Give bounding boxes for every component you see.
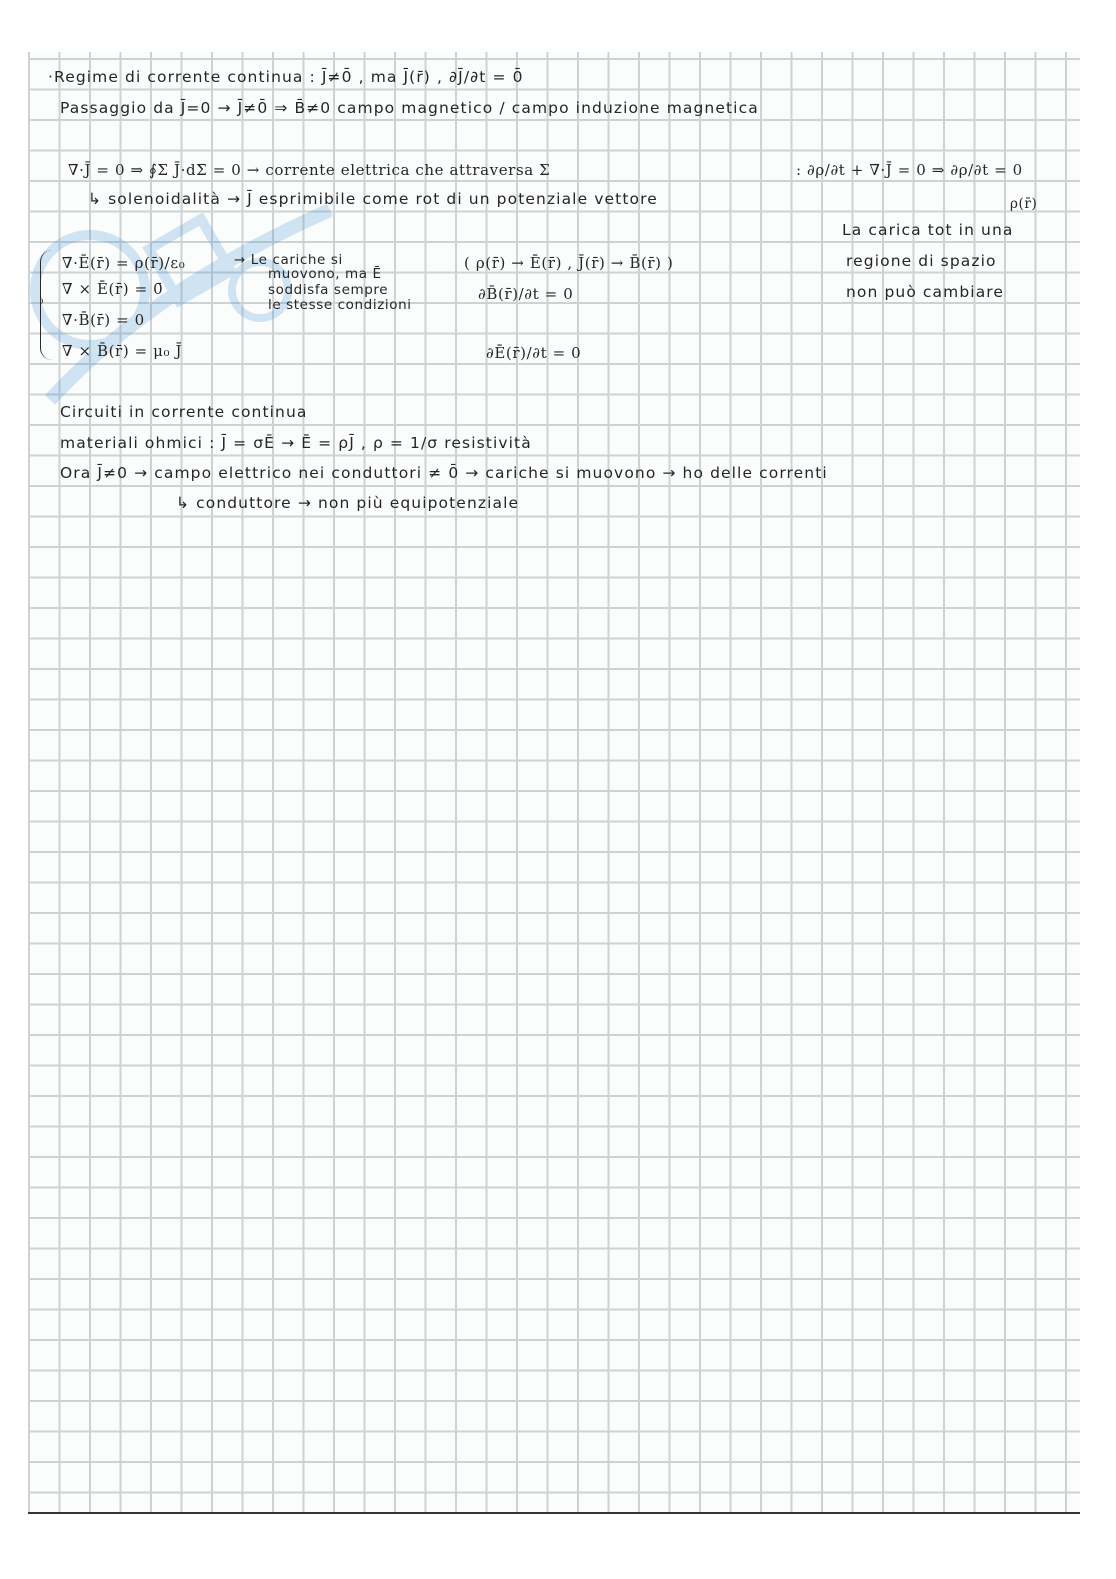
line-divergence: ∇̄·J̄ = 0 ⇒ ∮Σ J̄·dΣ̄ = 0 → corrente elettrica che attraversa Σ	[68, 161, 551, 179]
line-passaggio: Passaggio da J̄=0 → J̄≠0̄ ⇒ B̄≠0 campo magnetico / campo induzione magnetica	[60, 99, 759, 117]
equation-de-dt: ∂Ē(r̄)/∂t = 0	[486, 344, 582, 362]
side-note-1: La carica tot in una	[842, 221, 1014, 239]
arrow-note-2: muovono, ma Ē	[268, 266, 382, 282]
equation-db-dt: ∂B̄(r̄)/∂t = 0	[478, 285, 574, 303]
line-regime: ·Regime di corrente continua : J̄≠0̄ , ma J̄(r̄) , ∂J̄/∂t = 0̄	[48, 68, 524, 86]
line-ohmic: materiali ohmici : J̄ = σĒ → Ē = ρJ̄ , ρ = 1/σ resistività	[60, 434, 532, 452]
equation-ampere: ∇̄ × B̄(r̄) = μ₀ J̄	[62, 342, 183, 360]
rho-label: ρ(r̄)	[1010, 196, 1038, 212]
line-conduttore: ↳ conduttore → non più equipotenziale	[176, 494, 520, 512]
line-continuity: : ∂ρ/∂t + ∇̄·J̄ = 0 ⇒ ∂ρ/∂t = 0	[796, 161, 1023, 179]
equation-curl-e: ∇̄ × Ē(r̄) = 0̄	[62, 280, 164, 298]
arrow-note-1: → Le cariche si	[234, 252, 343, 268]
side-note-3: non può cambiare	[846, 283, 1005, 301]
equation-gauss-e: ∇̄·Ē(r̄) = ρ(r̄)/ε₀	[62, 254, 186, 272]
line-ora: Ora J̄≠0 → campo elettrico nei conduttori ≠ 0̄ → cariche si muovono → ho delle correnti	[60, 464, 828, 482]
arrow-note-4: le stesse condizioni	[268, 297, 412, 313]
arrow-note-3: soddisfa sempre	[268, 282, 389, 298]
line-solenoidal: ↳ solenoidalità → J̄ esprimibile come rot di un potenziale vettore	[88, 190, 658, 208]
heading-circuits: Circuiti in corrente continua	[60, 403, 308, 421]
side-note-2: regione di spazio	[846, 252, 997, 270]
system-brace	[40, 250, 55, 360]
bottom-rule	[28, 1512, 1080, 1514]
dependency-note: ( ρ(r̄) → Ē(r̄) , J̄(r̄) → B̄(r̄) )	[464, 254, 674, 272]
equation-gauss-b: ∇̄·B̄(r̄) = 0	[62, 311, 145, 329]
system-brace-tip	[36, 298, 43, 304]
